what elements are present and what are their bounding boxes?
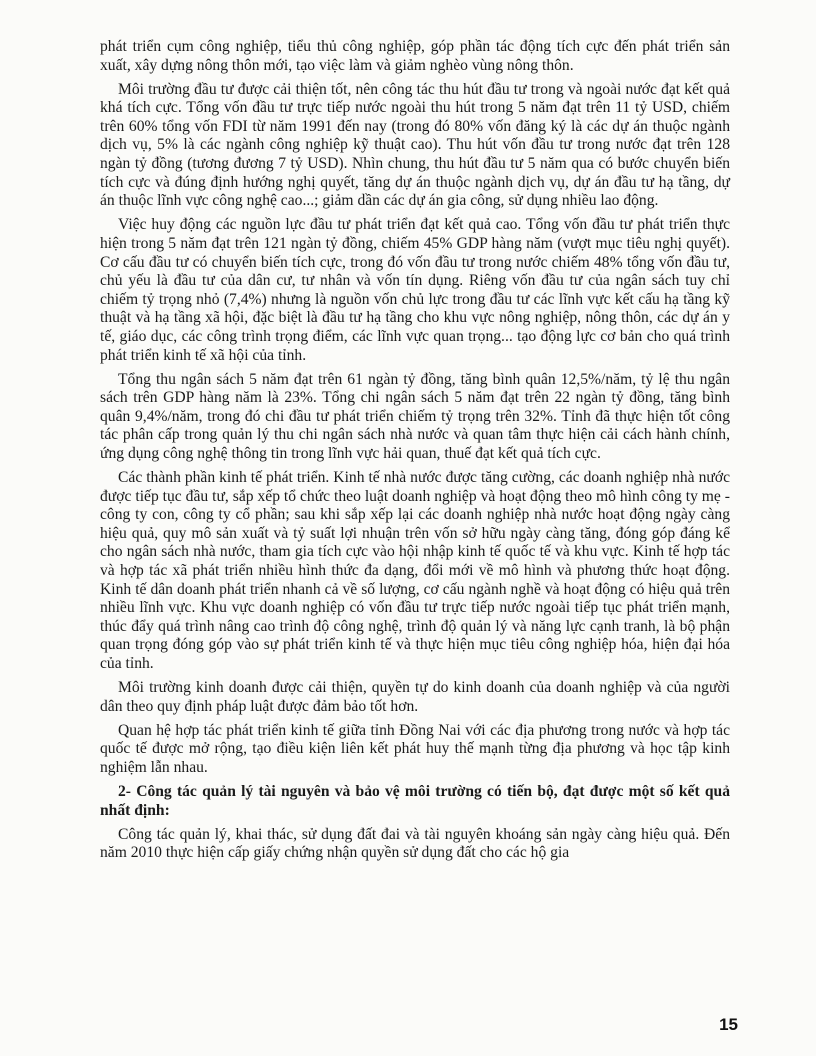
paragraph-economic-sectors: Các thành phần kinh tế phát triển. Kinh tế nhà nước được tăng cường, các doanh nghiệp nhà nước được tiếp tục đầu tư, sắp xếp tổ chức theo luật doanh nghiệp và hoạt động theo mô hình công ty mẹ - công ty con, công ty cổ phần; sau khi sắp xếp lại các doanh nghiệp nhà nước hoạt động ngày càng hiệu quả, quy mô sản xuất và tỷ suất lợi nhuận trên vốn sở hữu ngày càng tăng, đóng góp đáng kể cho ngân sách nhà nước, tham gia tích cực vào hội nhập kinh tế quốc tế và khu vực. Kinh tế hợp tác và hợp tác xã phát triển nhiều hình thức đa dạng, đổi mới về mô hình và phương thức hoạt động. Kinh tế dân doanh phát triển nhanh cả về số lượng, cơ cấu ngành nghề và hoạt động có hiệu quả trên nhiều lĩnh vực. Khu vực doanh nghiệp có vốn đầu tư trực tiếp nước ngoài tiếp tục phát triển mạnh, thúc đẩy quá trình nâng cao trình độ công nghệ, trình độ quản lý và năng lực cạnh tranh, là bộ phận quan trọng đóng góp vào sự phát triển kinh tế và thực hiện mục tiêu công nghiệp hóa, hiện đại hóa của tỉnh.: [100, 469, 730, 672]
paragraph-continuation: phát triển cụm công nghiệp, tiểu thủ công nghiệp, góp phần tác động tích cực đến phát triển sản xuất, xây dựng nông thôn mới, tạo việc làm và giảm nghèo vùng nông thôn.: [100, 38, 730, 74]
page-body: [100, 38, 730, 868]
paragraph-budget: Tổng thu ngân sách 5 năm đạt trên 61 ngàn tỷ đồng, tăng bình quân 12,5%/năm, tỷ lệ thu ngân sách trên GDP hàng năm là 23%. Tổng chi ngân sách 5 năm đạt trên 22 ngàn tỷ đồng, tăng bình quân 9,4%/năm, trong đó chi đầu tư phát triển chiếm tỷ trọng trên 32%. Tỉnh đã thực hiện tốt công tác phân cấp trong quản lý thu chi ngân sách nhà nước và quan tâm thực hiện cải cách hành chính, ứng dụng công nghệ thông tin trong lĩnh vực hải quan, thuế đạt kết quả tích cực.: [100, 370, 730, 462]
paragraph-cooperation: Quan hệ hợp tác phát triển kinh tế giữa tỉnh Đồng Nai với các địa phương trong nước và hợp tác quốc tế được mở rộng, tạo điều kiện liên kết phát huy thế mạnh từng địa phương và học tập kinh nghiệm lẫn nhau.: [100, 721, 730, 776]
section-heading: 2- Công tác quản lý tài nguyên và bảo vệ môi trường có tiến bộ, đạt được một số kết quả nhất định:: [100, 783, 730, 819]
paragraph-land-management: Công tác quản lý, khai thác, sử dụng đất đai và tài nguyên khoáng sản ngày càng hiệu quả. Đến năm 2010 thực hiện cấp giấy chứng nhận quyền sử dụng đất cho các hộ gia: [100, 825, 730, 862]
paragraph-investment-mobilization: Việc huy động các nguồn lực đầu tư phát triển đạt kết quả cao. Tổng vốn đầu tư phát triển thực hiện trong 5 năm đạt trên 121 ngàn tỷ đồng, chiếm 45% GDP hàng năm (vượt mục tiêu nghị quyết). Cơ cấu đầu tư có chuyển biến tích cực, trong đó vốn đầu tư trong nước chiếm 48% tổng vốn đầu tư, chủ yếu là đầu tư của dân cư, tư nhân và vốn tín dụng. Riêng vốn đầu tư của ngân sách tuy chỉ chiếm tỷ trọng nhỏ (7,4%) nhưng là nguồn vốn chủ lực trong đầu tư các lĩnh vực kết cấu hạ tầng kỹ thuật và hạ tầng xã hội, đặc biệt là đầu tư hạ tầng cho khu vực nông nghiệp, nông thôn, các dự án y tế, giáo dục, các công trình trọng điểm, các lĩnh vực quan trọng... tạo động lực cơ bản cho quá trình phát triển kinh tế xã hội của tỉnh.: [100, 216, 730, 364]
page-number: 15: [719, 1015, 738, 1034]
paragraph-investment-environment: Môi trường đầu tư được cải thiện tốt, nên công tác thu hút đầu tư trong và ngoài nước đạt kết quả khá tích cực. Tổng vốn đầu tư trực tiếp nước ngoài thu hút trong 5 năm đạt trên 11 tỷ USD, chiếm trên 60% tổng vốn FDI từ năm 1991 đến nay (trong đó 80% vốn đăng ký là các dự án thuộc ngành dịch vụ, 5% là các ngành công nghiệp kỹ thuật cao). Thu hút vốn đầu tư trong nước đạt trên 128 ngàn tỷ đồng (tương đương 7 tỷ USD). Nhìn chung, thu hút đầu tư 5 năm qua có bước chuyển biến tích cực và đúng định hướng nghị quyết, tăng dự án thuộc ngành dịch vụ, dự án đầu tư hạ tầng, dự án thuộc lĩnh vực công nghệ cao...; giảm dần các dự án gia công, sử dụng nhiều lao động.: [100, 80, 730, 210]
paragraph-business-environment: Môi trường kinh doanh được cải thiện, quyền tự do kinh doanh của doanh nghiệp và của người dân theo quy định pháp luật được đảm bảo tốt hơn.: [100, 679, 730, 715]
